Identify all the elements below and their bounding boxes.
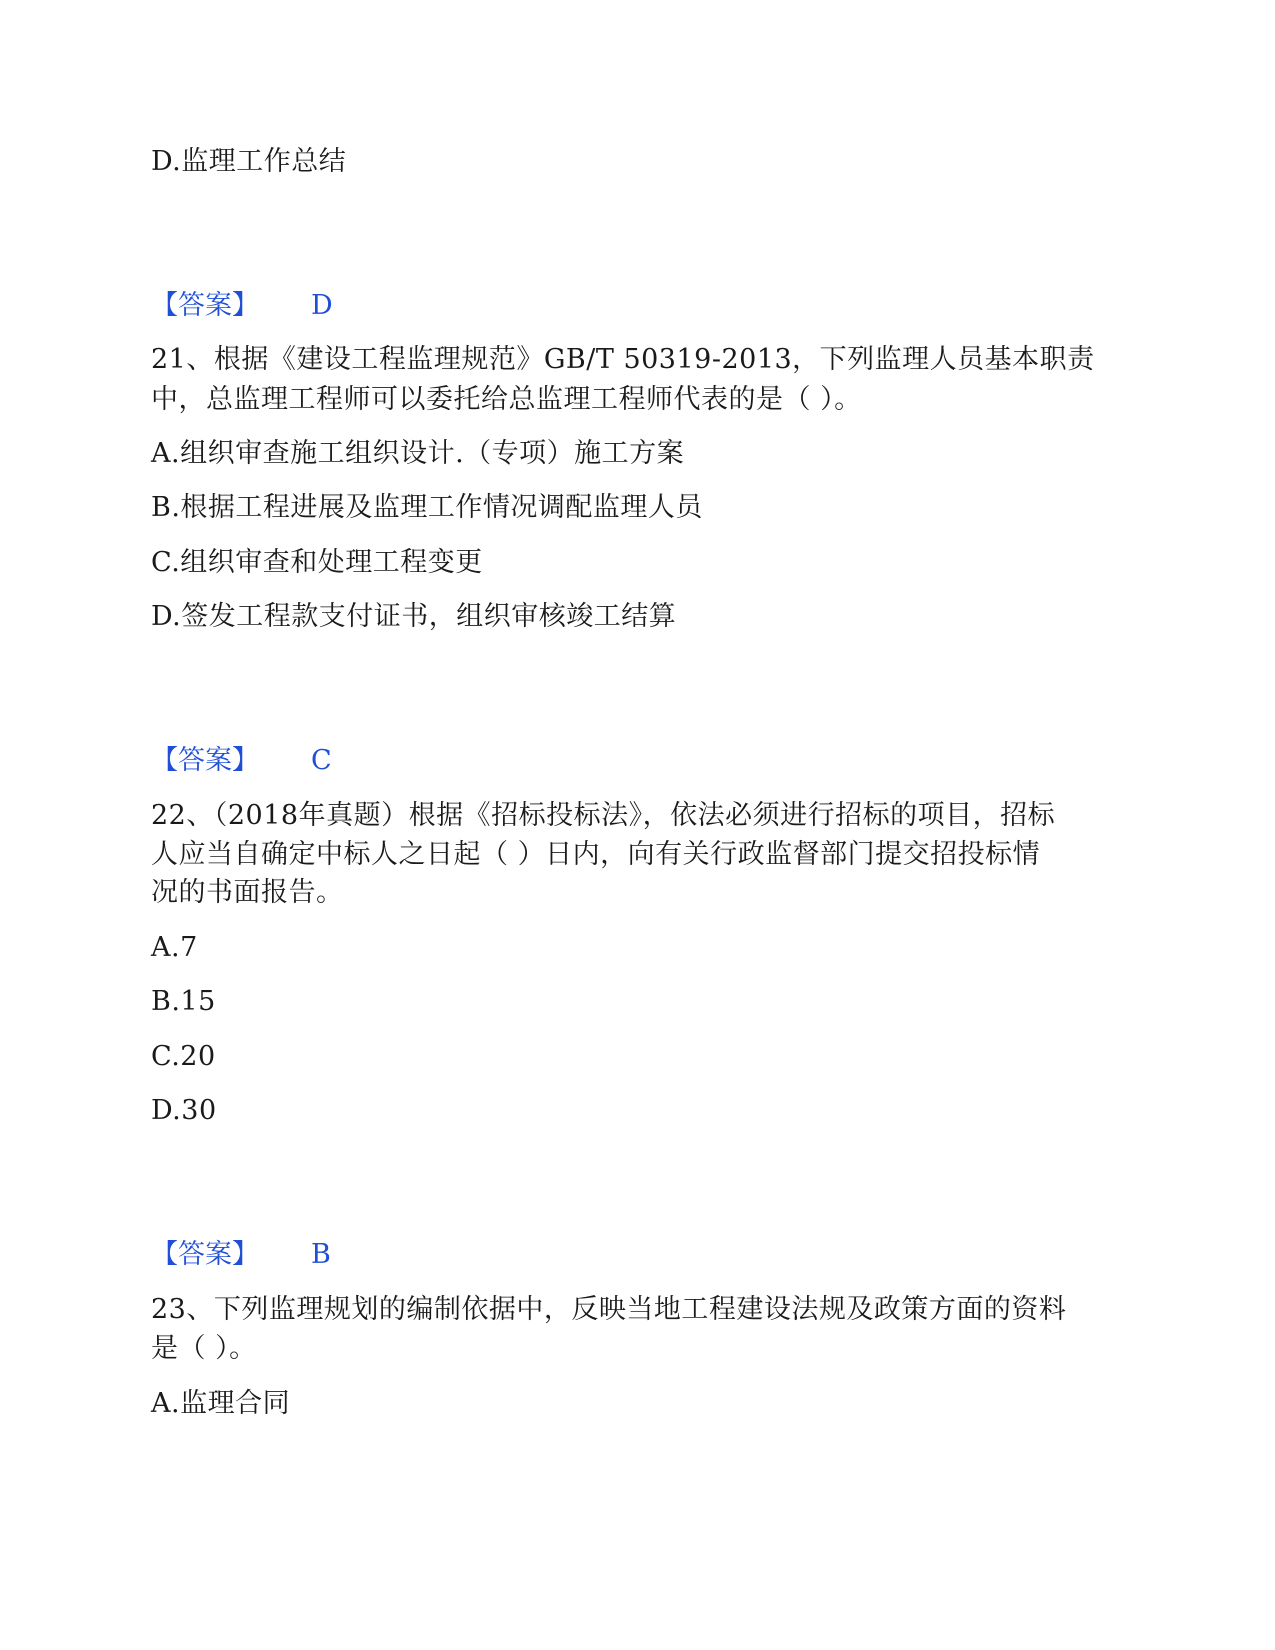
option-b: B.15 — [151, 986, 216, 1017]
answer-row — [151, 741, 371, 781]
option-c: C.20 — [151, 1041, 216, 1072]
option-a: A.组织审查施工组织设计.（专项）施工方案 — [151, 438, 685, 469]
option-a: A.监理合同 — [151, 1388, 291, 1419]
answer-label: 【答案】 — [151, 1239, 259, 1270]
question-21-line-2: 中，总监理工程师可以委托给总监理工程师代表的是（ ）。 — [151, 384, 862, 415]
answer-value: C — [311, 745, 332, 776]
answer-value: D — [311, 290, 333, 321]
option-d-prev: D.监理工作总结 — [151, 146, 347, 177]
option-c: C.组织审查和处理工程变更 — [151, 547, 483, 578]
option-a: A.7 — [151, 932, 198, 963]
answer-label: 【答案】 — [151, 745, 259, 776]
answer-row — [151, 286, 371, 326]
answer-value: B — [311, 1239, 331, 1270]
answer-row — [151, 1235, 371, 1275]
option-b: B.根据工程进展及监理工作情况调配监理人员 — [151, 492, 703, 523]
question-23-line-2: 是（ ）。 — [151, 1333, 257, 1364]
question-22-line-2: 人应当自确定中标人之日起（ ）日内，向有关行政监督部门提交招投标情 — [151, 839, 1041, 870]
option-d: D.签发工程款支付证书，组织审核竣工结算 — [151, 601, 677, 632]
question-22-line-1: 22、（2018年真题）根据《招标投标法》，依法必须进行招标的项目，招标 — [151, 800, 1056, 831]
option-d: D.30 — [151, 1095, 217, 1126]
question-22-line-3: 况的书面报告。 — [151, 877, 344, 908]
question-21-line-1: 21、根据《建设工程监理规范》GB/T 50319-2013，下列监理人员基本职责 — [151, 344, 1095, 375]
answer-label: 【答案】 — [151, 290, 259, 321]
question-23-line-1: 23、下列监理规划的编制依据中，反映当地工程建设法规及政策方面的资料 — [151, 1294, 1067, 1325]
